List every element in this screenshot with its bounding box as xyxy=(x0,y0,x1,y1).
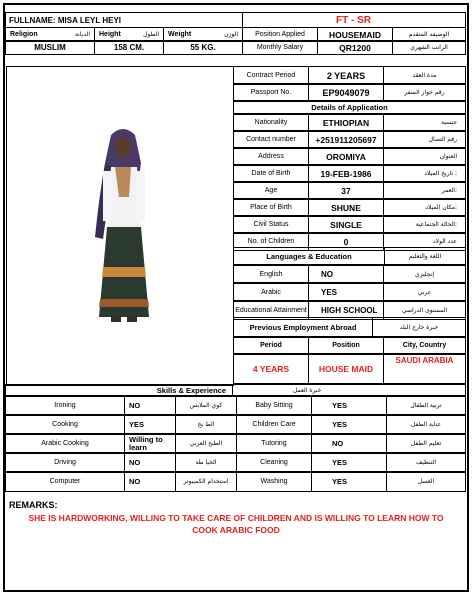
skill-value: YES xyxy=(311,471,387,492)
lang-title-ar: اللغة والتعليم xyxy=(384,247,466,266)
skill-value: YES xyxy=(124,414,176,435)
details-label-ar: مكان الميلاد: xyxy=(383,198,466,217)
contract-value: 2 YEARS xyxy=(308,66,384,85)
fullname-value: MISA LEYL HEYI xyxy=(57,15,122,25)
position-applied-value: HOUSEMAID xyxy=(317,27,393,42)
prev-period: 4 YEARS xyxy=(233,353,309,384)
skill-label: Tutoring xyxy=(236,433,312,454)
passport-ar: رقم جواز السفر xyxy=(383,83,466,102)
details-label: No. of Children xyxy=(233,232,309,251)
details-label: Civil Status xyxy=(233,215,309,234)
skill-label: Ironing xyxy=(5,395,125,416)
skill-label-ar: تعليم الطفل xyxy=(386,433,466,454)
details-label: Date of Birth xyxy=(233,164,309,183)
position-applied-ar: الوضيفه المتقدم xyxy=(392,27,466,42)
details-value: ETHIOPIAN xyxy=(308,113,384,132)
prev-title-row xyxy=(234,318,466,338)
skill-value: YES xyxy=(311,452,387,473)
skill-label-ar: الطبخ العربي xyxy=(175,433,237,454)
weight-value: 55 KG. xyxy=(163,40,243,55)
skill-value: NO xyxy=(311,433,387,454)
details-value: 37 xyxy=(308,181,384,200)
salary-label: Monthly Salary xyxy=(242,40,318,55)
details-label: Nationality xyxy=(233,113,309,132)
weight-label: Weight xyxy=(168,31,192,38)
skill-label-ar: التنظيف xyxy=(386,452,466,473)
salary-ar: الراتب الشهري xyxy=(392,40,466,55)
remarks-text: SHE IS HARDWORKING, WILLING TO TAKE CARE OF CHILDREN AND IS WILLING TO LEARN HOW TO COOK ARABIC FOOD xyxy=(28,513,444,535)
height-value: 158 CM. xyxy=(94,40,164,55)
details-value: SHUNE xyxy=(308,198,384,217)
skill-label: Cleaning xyxy=(236,452,312,473)
skill-label-ar: تربية الطفال xyxy=(386,395,466,416)
skill-label: Arabic Cooking xyxy=(5,433,125,454)
prev-title-ar: خبرة خارج البلد xyxy=(372,317,466,338)
details-value: SINGLE xyxy=(308,215,384,234)
skill-label: Baby Sitting xyxy=(236,395,312,416)
prev-country: SAUDI ARABIA xyxy=(383,353,466,384)
language-label: Educational Attainment xyxy=(233,300,309,320)
religion-label-ar: الديانة xyxy=(74,31,90,38)
values-row xyxy=(6,41,466,55)
skills-title-ar: خبرة العمل xyxy=(232,384,466,397)
details-label-ar: الحالة الجتماعية: xyxy=(383,215,466,234)
prev-title: Previous Employment Abroad xyxy=(233,317,373,338)
details-value: 19-FEB-1986 xyxy=(308,164,384,183)
details-label-ar: جنسية xyxy=(383,113,466,132)
passport-value: EP9049079 xyxy=(308,83,384,102)
skill-label: Cooking xyxy=(5,414,125,435)
religion-label: Religion xyxy=(10,31,38,38)
prev-header-position: Position xyxy=(308,336,384,355)
details-label-ar: رقم التصال xyxy=(383,130,466,149)
contract-ar: مدة العقد xyxy=(383,66,466,85)
height-label: Height xyxy=(99,31,121,38)
applicant-figure xyxy=(7,67,233,385)
skill-label: Children Care xyxy=(236,414,312,435)
skill-row xyxy=(6,415,466,435)
details-title: Details of Application xyxy=(233,100,466,115)
skill-value: Willing to learn xyxy=(124,433,176,454)
details-label-ar: عدد الولاد xyxy=(383,232,466,251)
prev-position: HOUSE MAID xyxy=(308,353,384,384)
fullname-label: FULLNAME: xyxy=(9,15,56,25)
skill-row xyxy=(6,434,466,454)
details-label-ar: العمر: xyxy=(383,181,466,200)
code-cell xyxy=(242,12,466,28)
details-value: +251911205697 xyxy=(308,130,384,149)
skill-label-ar: عناية الطفل xyxy=(386,414,466,435)
remarks-title: REMARKS: xyxy=(9,500,58,510)
skill-label: Driving xyxy=(5,452,125,473)
applicant-code: FT - SR xyxy=(336,14,371,26)
skill-label-ar: الط بخ xyxy=(175,414,237,435)
details-value: OROMIYA xyxy=(308,147,384,166)
religion-value: MUSLIM xyxy=(5,40,95,55)
skill-label-ar: استخدام الكمبيوتر xyxy=(175,471,237,492)
details-label-ar: تاريخ الميلاد : xyxy=(383,164,466,183)
skill-value: NO xyxy=(124,395,176,416)
details-label-ar: العنوان xyxy=(383,147,466,166)
salary-value: QR1200 xyxy=(317,40,393,55)
skill-value: NO xyxy=(124,471,176,492)
language-label-ar: إنجليزي xyxy=(383,264,466,284)
skill-label: Washing xyxy=(236,471,312,492)
language-value: HIGH SCHOOL xyxy=(308,300,384,320)
skill-row xyxy=(6,453,466,473)
prev-header-country: City, Country xyxy=(383,336,466,355)
skill-value: YES xyxy=(311,414,387,435)
details-label: Contact number xyxy=(233,130,309,149)
details-value: 0 xyxy=(308,232,384,251)
skill-row xyxy=(6,472,466,492)
lang-title: Languages & Education xyxy=(233,247,385,266)
contract-label: Contract Period xyxy=(233,66,309,85)
skills-title: Skills & Experience xyxy=(5,384,233,397)
prev-data-row xyxy=(234,354,466,384)
details-label: Address xyxy=(233,147,309,166)
weight-label-ar: الوزن xyxy=(224,31,238,38)
language-label: Arabic xyxy=(233,282,309,302)
height-label-ar: الطول xyxy=(143,31,159,38)
details-label: Place of Birth xyxy=(233,198,309,217)
language-value: NO xyxy=(308,264,384,284)
skill-value: YES xyxy=(311,395,387,416)
skill-label-ar: كوي الملابس xyxy=(175,395,237,416)
language-label-ar: المستوى الدراسي xyxy=(383,300,466,320)
language-label: English xyxy=(233,264,309,284)
language-label-ar: عربي xyxy=(383,282,466,302)
applicant-photo xyxy=(6,66,234,386)
passport-label: Passport No. xyxy=(233,83,309,102)
skill-label-ar: الغسل xyxy=(386,471,466,492)
details-label: Age xyxy=(233,181,309,200)
skill-label-ar: الخيا طة xyxy=(175,452,237,473)
fullname-cell xyxy=(5,12,243,28)
header-row xyxy=(6,13,466,28)
skill-value: NO xyxy=(124,452,176,473)
language-value: YES xyxy=(308,282,384,302)
skill-row xyxy=(6,396,466,416)
prev-header-period: Period xyxy=(233,336,309,355)
skill-label: Computer xyxy=(5,471,125,492)
position-applied-label: Position Applied xyxy=(242,27,318,42)
